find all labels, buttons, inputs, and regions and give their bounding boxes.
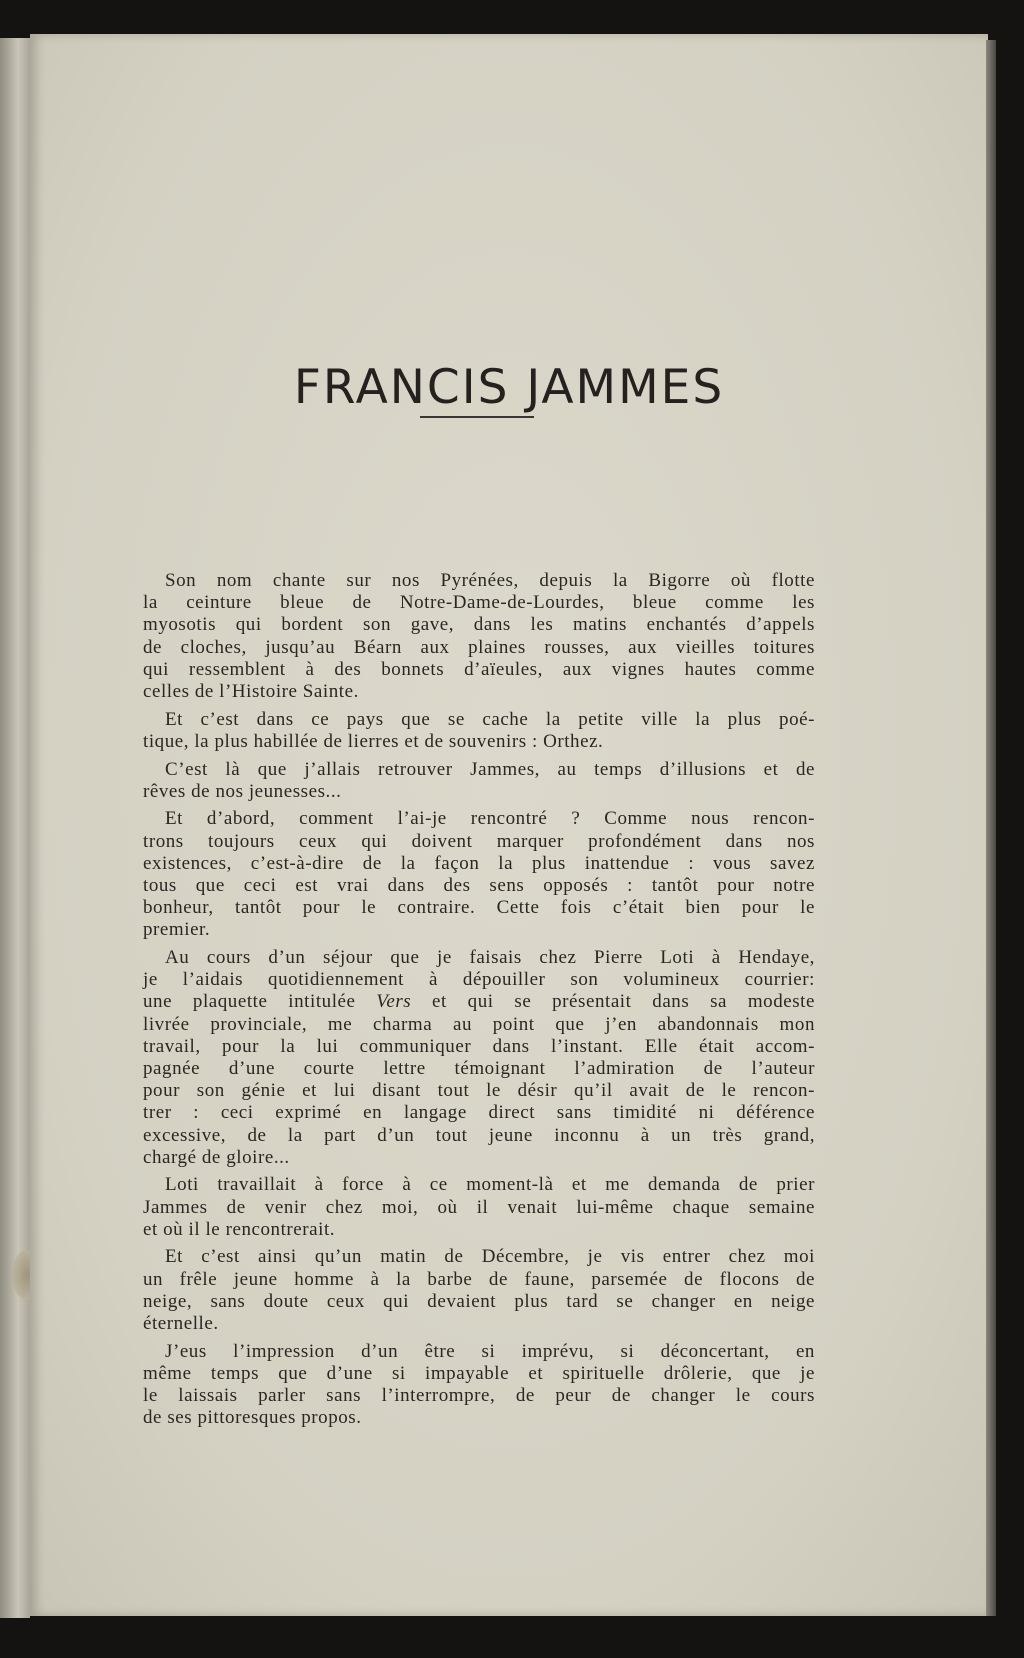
text-line: myosotis qui bordent son gave, dans les matins enchantés d’appels bbox=[143, 614, 815, 636]
title-underline bbox=[420, 416, 534, 418]
text-line: J’eus l’impression d’un être si imprévu, si déconcertant, en bbox=[165, 1340, 815, 1362]
text-line: Et c’est dans ce pays que se cache la petite ville la plus poé- bbox=[165, 708, 815, 730]
page-title: FRANCIS JAMMES bbox=[293, 360, 725, 416]
text-line: tique, la plus habillée de lierres et de souvenirs : Orthez. bbox=[143, 730, 604, 752]
paragraph bbox=[143, 570, 815, 703]
book-title-italic: Vers bbox=[376, 991, 412, 1013]
paragraph bbox=[143, 947, 815, 1169]
paragraph bbox=[143, 759, 815, 803]
text-line: de ses pittoresques propos. bbox=[143, 1407, 362, 1429]
text-line: et où il le rencontrerait. bbox=[143, 1218, 336, 1240]
text-line: Et c’est ainsi qu’un matin de Décembre, je vis entrer chez moi bbox=[165, 1246, 815, 1268]
text-line: la ceinture bleue de Notre-Dame-de-Lourdes, bleue comme les bbox=[143, 592, 815, 614]
text-line: même temps que d’une si impayable et spirituelle drôlerie, que je bbox=[143, 1362, 815, 1384]
text-line: C’est là que j’allais retrouver Jammes, au temps d’illusions et de bbox=[165, 758, 815, 780]
text-line: premier. bbox=[143, 919, 211, 941]
text-line: livrée provinciale, me charma au point que j’en abandonnais mon bbox=[143, 1013, 815, 1035]
paragraph bbox=[143, 709, 815, 753]
text-line: qui ressemblent à des bonnets d’aïeules, aux vignes hautes comme bbox=[143, 658, 815, 680]
text-line: neige, sans doute ceux qui devaient plus tard se changer en neige bbox=[143, 1290, 815, 1312]
article-body bbox=[143, 570, 815, 1435]
page-edge-right bbox=[986, 40, 996, 1616]
book-page bbox=[30, 34, 988, 1616]
text-line: le laissais parler sans l’interrompre, de peur de changer le cours bbox=[143, 1385, 815, 1407]
text-line: une plaquette intitulée Vers et qui se présentait dans sa modeste bbox=[143, 991, 815, 1013]
text-line: Jammes de venir chez moi, où il venait lui-même chaque semaine bbox=[143, 1196, 815, 1218]
text-line: je l’aidais quotidiennement à dépouiller son volumineux courrier: bbox=[143, 969, 815, 991]
text-line: excessive, de la part d’un tout jeune inconnu à un très grand, bbox=[143, 1124, 815, 1146]
text-line: chargé de gloire... bbox=[143, 1146, 290, 1168]
text-line: travail, pour la lui communiquer dans l’instant. Elle était accom- bbox=[143, 1035, 815, 1057]
text-line: Au cours d’un séjour que je faisais chez Pierre Loti à Hendaye, bbox=[165, 947, 815, 968]
text-line: un frêle jeune homme à la barbe de faune, parsemée de flocons de bbox=[143, 1268, 815, 1290]
text-line: bonheur, tantôt pour le contraire. Cette fois c’était bien pour le bbox=[143, 897, 815, 919]
adjacent-page-edge bbox=[0, 38, 30, 1618]
text-line: Son nom chante sur nos Pyrénées, depuis la Bigorre où flotte bbox=[165, 570, 815, 591]
text-line: éternelle. bbox=[143, 1313, 219, 1334]
paragraph bbox=[143, 1174, 815, 1241]
text-line: tous que ceci est vrai dans des sens opposés : tantôt pour notre bbox=[143, 874, 815, 896]
text-line: de cloches, jusqu’au Béarn aux plaines rousses, aux vieilles toitures bbox=[143, 636, 815, 658]
text-line: celles de l’Histoire Sainte. bbox=[143, 680, 359, 702]
text-line: pour son génie et lui disant tout le désir qu’il avait de le rencon- bbox=[143, 1080, 815, 1102]
paragraph bbox=[143, 1246, 815, 1335]
text-line: trer : ceci exprimé en langage direct sans timidité ni déférence bbox=[143, 1102, 815, 1124]
paragraph bbox=[143, 808, 815, 941]
text-line: existences, c’est-à-dire de la façon la plus inattendue : vous savez bbox=[143, 852, 815, 874]
text-line: Loti travaillait à force à ce moment-là et me demanda de prier bbox=[165, 1174, 815, 1196]
paragraph bbox=[143, 1341, 815, 1430]
text-line: rêves de nos jeunesses... bbox=[143, 780, 342, 802]
text-line: Et d’abord, comment l’ai-je rencontré ? Comme nous rencon- bbox=[165, 808, 815, 830]
text-line: pagnée d’une courte lettre témoignant l’admiration de l’auteur bbox=[143, 1057, 815, 1079]
text-line: trons toujours ceux qui doivent marquer profondément dans nos bbox=[143, 830, 815, 852]
